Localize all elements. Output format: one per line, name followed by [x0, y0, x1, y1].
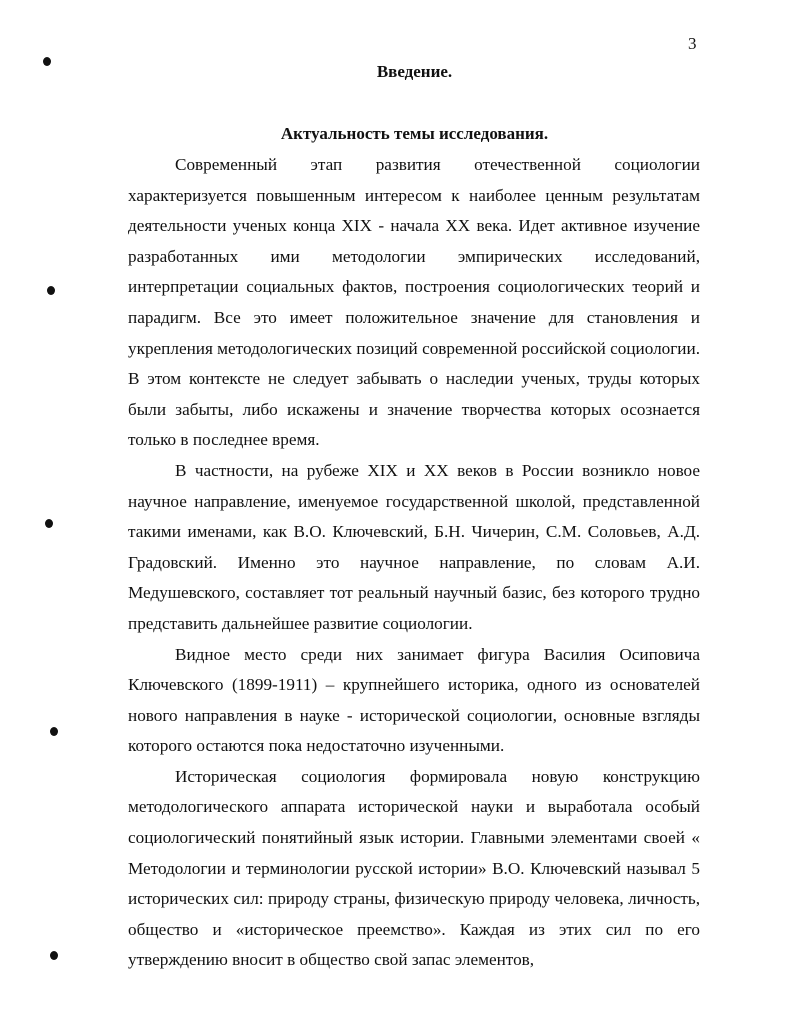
binding-hole-mark	[50, 727, 58, 736]
paragraph-4: Историческая социология формировала новую конструкцию методологического аппарата исторической науки и выработала особый социологический понятийный язык истории. Главными элементами своей « Методологии и терминологии русской истории» В.О. Ключевский называл 5 исторических сил: природу страны, физическую природу человека, личность, общество и «историческое преемство». Каждая из этих сил по его утверждению вносит в общество свой запас элементов,	[128, 766, 700, 970]
paragraph-3: Видное место среди них занимает фигура Василия Осиповича Ключевского (1899-1911) – крупнейшего историка, одного из основателей нового направления в науке - исторической социологии, основные взгляды которого остаются пока недостаточно изученными.	[128, 644, 700, 756]
page-number: 3	[688, 34, 697, 53]
binding-hole-mark	[50, 951, 58, 960]
binding-hole-mark	[47, 286, 55, 295]
binding-hole-mark	[43, 57, 51, 66]
paragraph-2: В частности, на рубеже XIX и XX веков в России возникло новое научное направление, именуемое государственной школой, представленной такими именами, как В.О. Ключевский, Б.Н. Чичерин, С.М. Соловьев, А.Д. Градовский. Именно это научное направление, по словам А.И. Медушевского, составляет тот реальный научный базис, без которого трудно представить дальнейшее развитие социологии.	[128, 460, 700, 633]
page-title: Введение.	[376, 62, 453, 81]
binding-hole-mark	[45, 519, 53, 528]
section-heading: Актуальность темы исследования.	[280, 124, 549, 143]
body-text	[128, 150, 700, 976]
paragraph-1: Современный этап развития отечественной социологии характеризуется повышенным интересом к наиболее ценным результатам деятельности ученых конца XIX - начала XX века. Идет активное изучение разработанных ими методологии эмпирических исследований, интерпретации социальных фактов, построения социологических теорий и парадигм. Все это имеет положительное значение для становления и укрепления методологических позиций современной российской социологии. В этом контексте не следует забывать о наследии ученых, труды которых были забыты, либо искажены и значение творчества которых осознается только в последнее время.	[128, 155, 700, 450]
